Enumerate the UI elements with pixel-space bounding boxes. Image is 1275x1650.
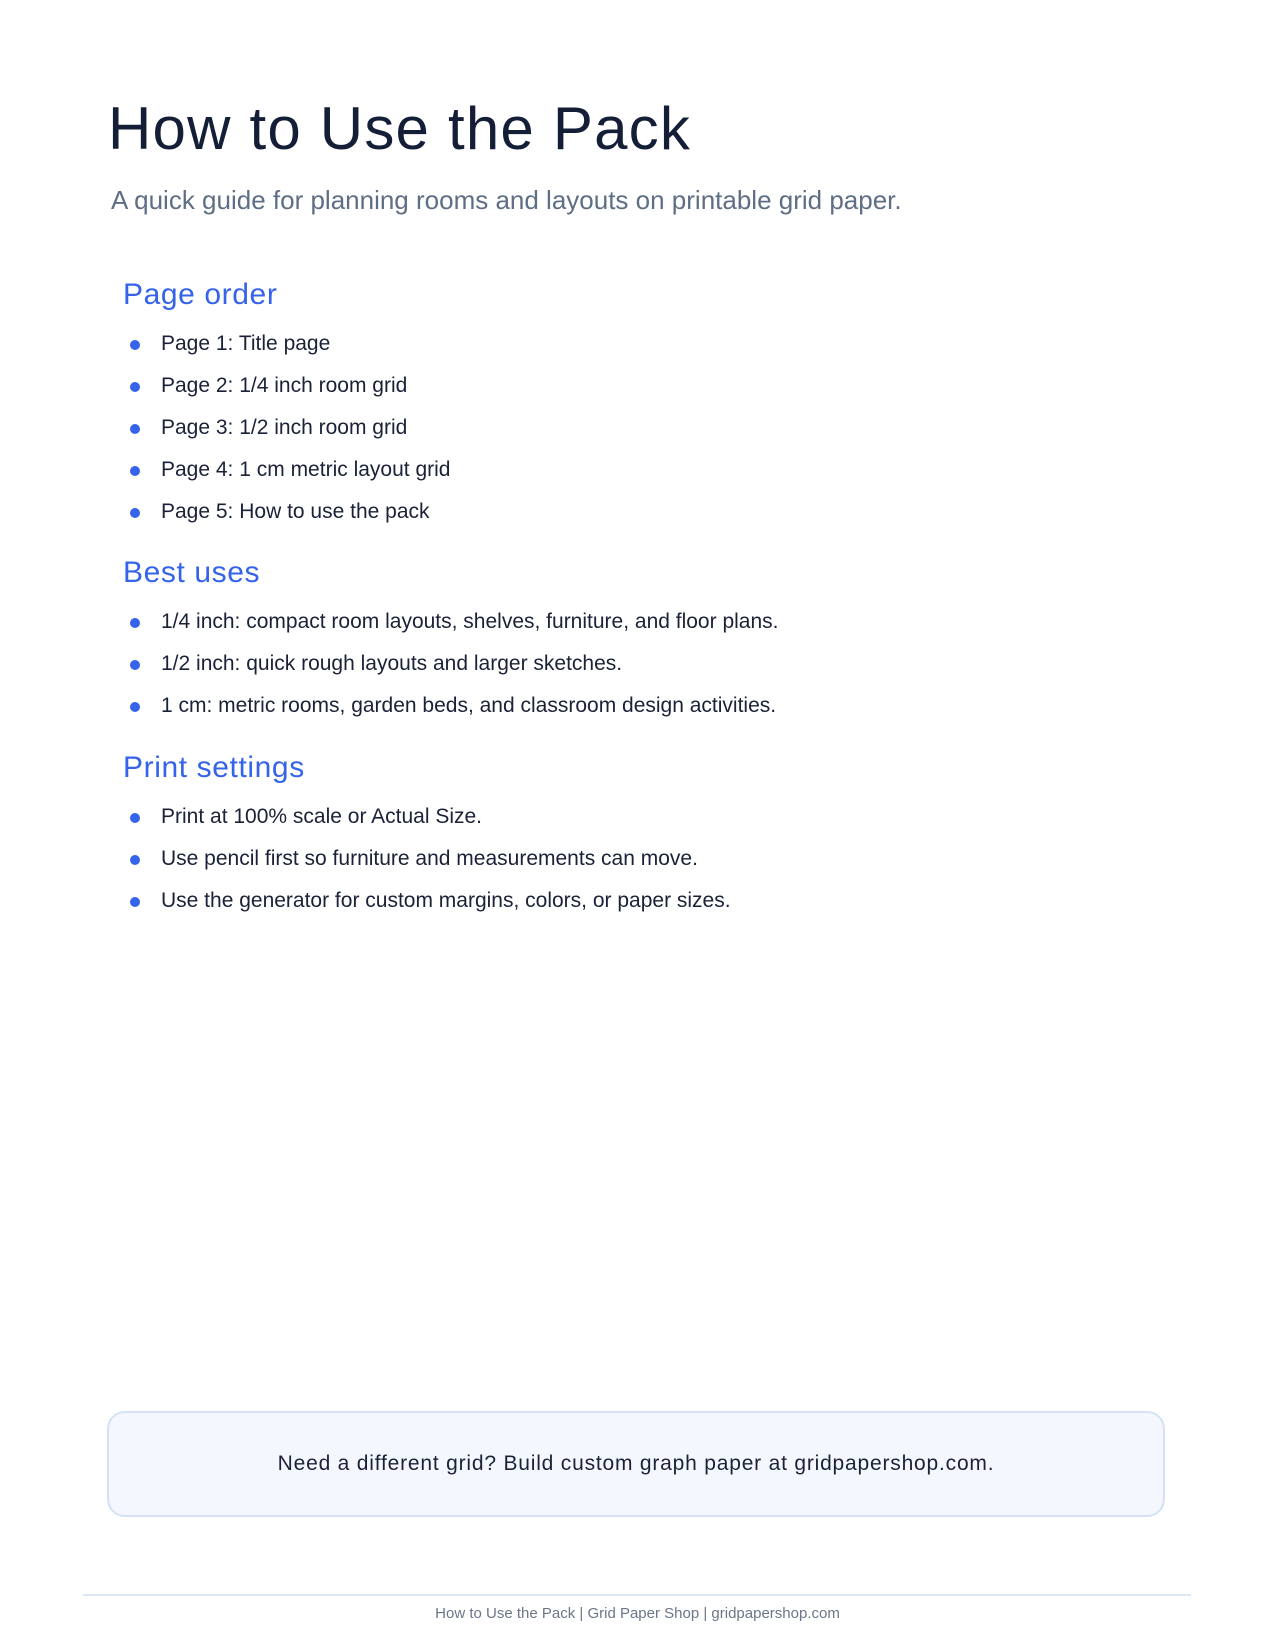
list-item xyxy=(123,880,731,922)
list-item-text: Page 1: Title page xyxy=(161,332,331,355)
bullet-dot xyxy=(130,813,140,823)
page-subtitle: A quick guide for planning rooms and layouts on printable grid paper. xyxy=(111,185,902,215)
footer-divider xyxy=(83,1594,1191,1596)
list-item xyxy=(123,838,731,880)
section-print-settings xyxy=(123,750,731,922)
list-item-text: 1 cm: metric rooms, garden beds, and classroom design activities. xyxy=(161,694,777,717)
bullet-dot xyxy=(130,424,140,434)
section-best-uses xyxy=(123,555,778,727)
bullet-dot xyxy=(130,466,140,476)
list-item-text: Page 3: 1/2 inch room grid xyxy=(161,416,408,439)
list-item-text: 1/4 inch: compact room layouts, shelves, furniture, and floor plans. xyxy=(161,610,779,633)
list-item xyxy=(123,491,450,533)
callout-text: Need a different grid? Build custom graph paper at gridpapershop.com. xyxy=(277,1452,995,1475)
bullet-dot xyxy=(130,340,140,350)
bullet-dot xyxy=(130,855,140,865)
bullet-dot xyxy=(130,660,140,670)
list-item-text: Page 2: 1/4 inch room grid xyxy=(161,374,408,397)
list-item-text: Print at 100% scale or Actual Size. xyxy=(161,805,482,828)
list-item xyxy=(123,601,778,643)
section-heading-page-order: Page order xyxy=(123,278,278,311)
best-uses-list xyxy=(123,601,778,727)
bullet-dot xyxy=(130,618,140,628)
callout-box xyxy=(107,1411,1165,1517)
bullet-dot xyxy=(130,382,140,392)
list-item xyxy=(123,643,778,685)
bullet-dot xyxy=(130,508,140,518)
list-item xyxy=(123,449,450,491)
list-item-text: Use pencil first so furniture and measurements can move. xyxy=(161,847,698,870)
footer-text: How to Use the Pack | Grid Paper Shop | gridpapershop.com xyxy=(435,1605,840,1622)
list-item xyxy=(123,796,731,838)
bullet-dot xyxy=(130,897,140,907)
list-item-text: 1/2 inch: quick rough layouts and larger sketches. xyxy=(161,652,623,675)
print-settings-list xyxy=(123,796,731,922)
section-heading-best-uses: Best uses xyxy=(123,556,261,589)
bullet-dot xyxy=(130,702,140,712)
list-item-text: Page 4: 1 cm metric layout grid xyxy=(161,458,451,481)
list-item xyxy=(123,407,450,449)
section-heading-print-settings: Print settings xyxy=(123,751,305,784)
list-item xyxy=(123,365,450,407)
list-item-text: Use the generator for custom margins, colors, or paper sizes. xyxy=(161,889,731,912)
list-item-text: Page 5: How to use the pack xyxy=(161,500,430,523)
list-item xyxy=(123,323,450,365)
list-item xyxy=(123,685,778,727)
page-order-list xyxy=(123,323,450,533)
page-title: How to Use the Pack xyxy=(108,95,692,162)
section-page-order xyxy=(123,277,450,533)
